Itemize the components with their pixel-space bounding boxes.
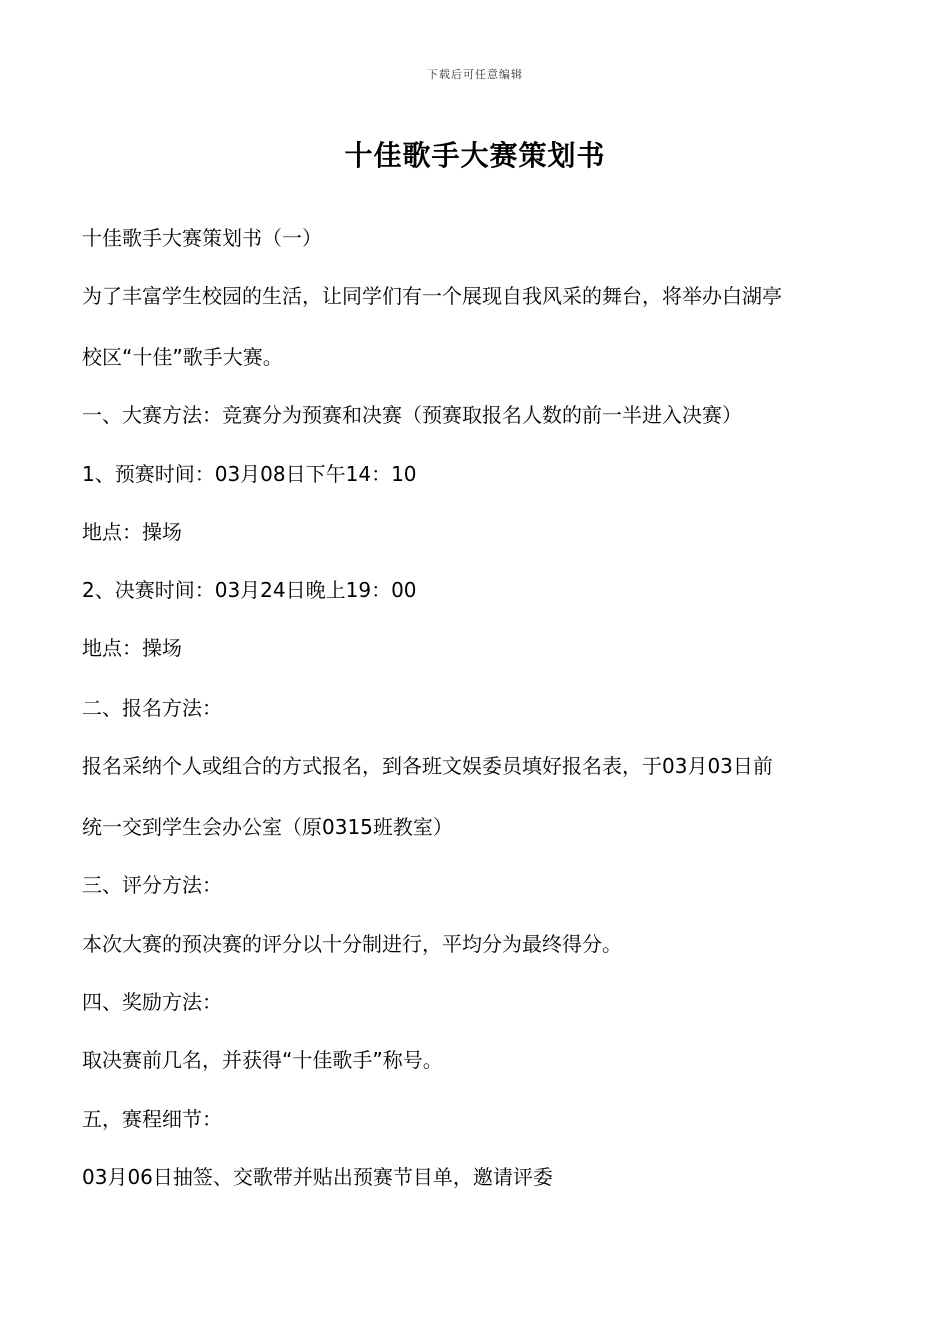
section-heading-awards: 四、奖励方法： <box>82 990 222 1014</box>
intro-paragraph-line-2: 校区“十佳”歌手大赛。 <box>82 345 283 369</box>
preliminary-time: 1、预赛时间：03月08日下午14：10 <box>82 462 417 486</box>
intro-paragraph-line-1: 为了丰富学生校园的生活，让同学们有一个展现自我风采的舞台，将举办白湖亭 <box>82 284 782 308</box>
section-heading-competition-method: 一、大赛方法：竞赛分为预赛和决赛（预赛取报名人数的前一半进入决赛） <box>82 403 742 427</box>
section-heading-schedule: 五，赛程细节： <box>82 1107 222 1131</box>
document-title: 十佳歌手大赛策划书 <box>344 139 606 172</box>
registration-paragraph-line-1: 报名采纳个人或组合的方式报名，到各班文娱委员填好报名表，于03月03日前 <box>82 754 773 778</box>
registration-paragraph-line-2: 统一交到学生会办公室（原0315班教室） <box>82 815 453 839</box>
final-time: 2、决赛时间：03月24日晚上19：00 <box>82 578 417 602</box>
section-heading-registration: 二、报名方法： <box>82 696 222 720</box>
subtitle-paragraph: 十佳歌手大赛策划书（一） <box>82 226 322 250</box>
section-heading-scoring: 三、评分方法： <box>82 873 222 897</box>
awards-paragraph: 取决赛前几名，并获得“十佳歌手”称号。 <box>82 1048 443 1072</box>
scoring-paragraph: 本次大赛的预决赛的评分以十分制进行，平均分为最终得分。 <box>82 932 622 956</box>
final-location: 地点：操场 <box>82 636 182 660</box>
preliminary-location: 地点：操场 <box>82 520 182 544</box>
schedule-paragraph: 03月06日抽签、交歌带并贴出预赛节目单，邀请评委 <box>82 1165 553 1189</box>
header-note: 下载后可任意编辑 <box>427 68 523 81</box>
